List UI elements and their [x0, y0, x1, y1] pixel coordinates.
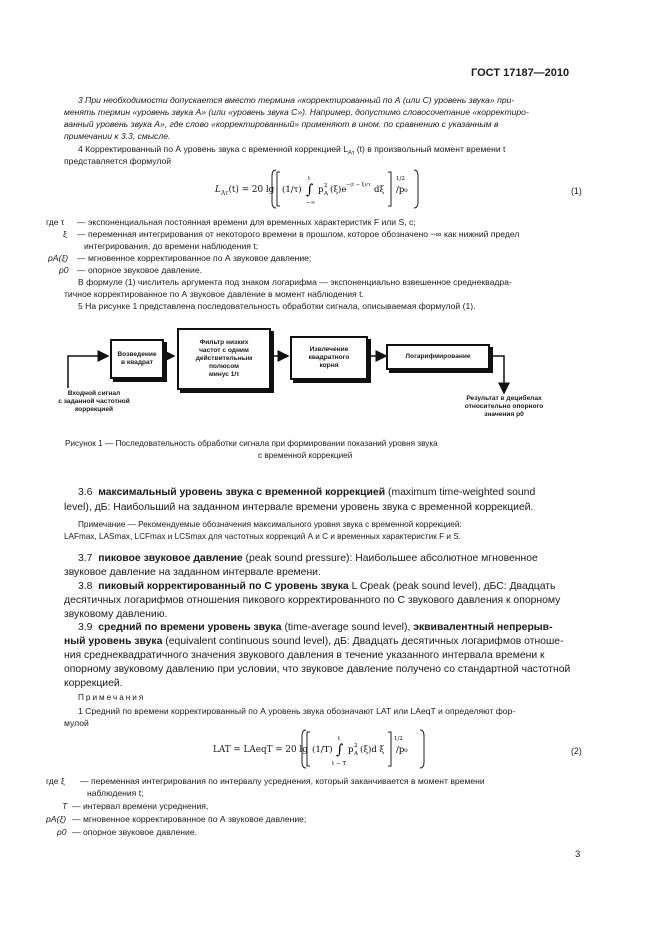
svg-text:(ξ)d ξ: (ξ)d ξ: [360, 745, 385, 755]
figure-caption-line2: с временной коррекцией: [258, 451, 353, 460]
block-lowpass-filter: Фильтр низких частот с одним действительным полюсом минус 1/τ: [177, 328, 271, 390]
where2-text-4: — опорное звуковое давление.: [72, 827, 197, 837]
document-header: ГОСТ 17187—2010: [471, 67, 570, 79]
svg-text:p: p: [318, 185, 324, 195]
section-3-6-line1: 3.6 максимальный уровень звука с временной коррекцией (maximum time-weighted sound: [78, 487, 536, 498]
where2-text-3: — мгновенное корректированное по А звуковое давление;: [72, 814, 307, 824]
block-squaring: Возведение в квадрат: [110, 339, 164, 379]
diagram-input-label: Входной сигнал с заданной частотной коррекцией: [58, 390, 130, 413]
where2-sym-4: p0: [57, 827, 67, 837]
where1-text-1: — переменная интегрирования от некоторого времени в прошлом, которое обозначено −∞ как нижний предел: [77, 229, 520, 239]
svg-text:∫: ∫: [306, 182, 314, 198]
section-3-9-line1: 3.9 средний по времени уровень звука (time-average sound level), эквивалентный непрерыв-: [78, 622, 553, 633]
formula-2-number: (2): [571, 746, 582, 756]
where2-sym-2: T: [62, 801, 68, 811]
formula-1-bracket-body: [270, 168, 420, 210]
note4-line2: представляется формулой: [64, 156, 172, 166]
svg-text:/p₀: /p₀: [396, 185, 408, 195]
note3-line4: примечании к 3.3, смысле.: [64, 131, 171, 141]
figure-caption-line1: Рисунок 1 — Последовательность обработки сигнала при формировании показаний уровня звука: [65, 439, 438, 448]
formula-note-line2: тичное корректированное по А звуковое давление в момент наблюдения t.: [64, 289, 364, 299]
where1-text-4: — опорное звуковое давление.: [77, 265, 202, 275]
svg-text:(1/T): (1/T): [312, 745, 333, 755]
section-3-9-line4: опорному звуковому давлению при условии, что звуковое давление получено со стандартной частотной: [64, 664, 571, 675]
formula-1-number: (1): [571, 186, 582, 196]
svg-text:A: A: [354, 751, 358, 757]
where2-sym-0: где ξ: [46, 776, 65, 786]
where1-sym-0: где τ: [46, 217, 65, 227]
section-3-9-line5: коррекцией.: [64, 678, 123, 689]
formula-2: LAT = LAeqT = 20 lg: [213, 745, 308, 755]
section-3-9-line2: ный уровень звука (equivalent continuous sound level), дБ: Двадцать десятичных логарифмов отноше-: [64, 636, 564, 647]
note3-line2: менять термин «уровень звука А» (или «уровень звука С»). Например, допустимо словосочетание «корректиро-: [64, 107, 529, 117]
where2-text-1: наблюдения t;: [87, 788, 144, 798]
section-3-8-line2: десятичных логарифмов отношения пикового корректированного по С звукового давления к опорному: [64, 595, 561, 606]
svg-text:(1/τ): (1/τ): [282, 185, 302, 195]
block-logarithm: Логарифмирование: [386, 344, 490, 370]
formula-1: $L_{A\tau}(t) = 20$ lg: [215, 185, 275, 197]
svg-text:t: t: [338, 736, 341, 742]
section-3-9-line3: ния среднеквадратичного значения звукового давления в течение указанного интервала времени к: [64, 650, 545, 661]
where1-text-0: — экспоненциальная постоянная времени для временных характеристик F или S, с;: [77, 217, 416, 227]
section-3-7-line1: 3.7 пиковое звуковое давление (peak sound pressure): Наибольшее абсолютное мгновенное: [78, 553, 538, 564]
where2-text-0: — переменная интегрирования по интервалу усреднения, который заканчивается в момент времени: [80, 776, 485, 786]
svg-text:1/2: 1/2: [396, 176, 405, 182]
section-3-8-line3: звуковому давлению.: [64, 609, 168, 620]
svg-text:−(t − ξ)/τ: −(t − ξ)/τ: [346, 182, 371, 188]
note3-line3: ванный уровень звука А», где слово «корректированный» применяют в ином. по сравнению с указанным в: [64, 119, 499, 129]
block-square-root: Извлечение квадратного корня: [290, 336, 368, 380]
section-3-6-note-line2: LAFmax, LASmax, LCFmax и LCSmax для частотных коррекций А и С и временных характеристик F и S.: [64, 532, 461, 541]
note3-line1: 3 При необходимости допускается вместо термина «корректированный по А (или С) уровень звука» при-: [78, 95, 515, 105]
svg-text:dξ: dξ: [374, 185, 385, 195]
note4-line1: 4 Корректированный по А уровень звука с временной коррекцией $L_{A\tau}$ (t) в произвольный момент времени t: [78, 144, 506, 157]
where1-sym-1: ξ: [63, 229, 67, 239]
note5: 5 На рисунке 1 представлена последовательность обработки сигнала, описываемая формулой (1).: [78, 301, 476, 311]
section-3-6-line2: level), дБ: Наибольший на заданном интервале времени уровень звука с временной коррекцией.: [64, 502, 534, 513]
formula-note-line1: В формуле (1) числитель аргумента под знаком логарифма — экспоненциально взвешенное среднеквадра-: [78, 277, 512, 287]
formula-2-bracket-body: [300, 728, 430, 770]
svg-text:(ξ)e: (ξ)e: [330, 185, 347, 195]
section-3-6-note-line1: Примечание — Рекомендуемые обозначения максимального уровня звука с временной коррекцией:: [78, 520, 462, 529]
svg-text:2: 2: [324, 183, 328, 189]
svg-text:1/2: 1/2: [394, 736, 403, 742]
where1-text-3: — мгновенное корректированное по А звуковое давление;: [77, 253, 312, 263]
note1-line2: мулой: [64, 718, 89, 728]
svg-text:A: A: [324, 191, 328, 197]
where1-sym-3: pA(ξ): [48, 253, 69, 263]
diagram-output-label: Результат в децибелах относительно опорного значения p0: [464, 395, 544, 418]
svg-text:t − T: t − T: [332, 761, 346, 767]
svg-text:p: p: [348, 745, 354, 755]
svg-text:2: 2: [354, 743, 358, 749]
svg-text:t: t: [308, 176, 311, 182]
svg-text:/p₀: /p₀: [396, 745, 408, 755]
section-3-8-line1: 3.8 пиковый корректированный по С уровень звука L Cpeak (peak sound level), дБС: Двадцать: [78, 581, 556, 592]
where2-sym-3: pA(ξ): [46, 814, 67, 824]
svg-text:−∞: −∞: [306, 200, 316, 206]
where1-text-2: интегрирования, до времени наблюдения t;: [84, 241, 259, 251]
where1-sym-4: p0: [59, 265, 69, 275]
section-3-7-line2: звуковое давление на заданном интервале времени.: [64, 567, 321, 578]
notes-title: Примечания: [78, 693, 146, 702]
page-number: 3: [575, 849, 581, 860]
note1-line1: 1 Средний по времени корректированный по А уровень звука обозначают LAT или LAeqT и определяют фор-: [78, 706, 516, 716]
where2-text-2: — интервал времени усреднения,: [72, 801, 209, 811]
svg-text:∫: ∫: [336, 742, 344, 758]
